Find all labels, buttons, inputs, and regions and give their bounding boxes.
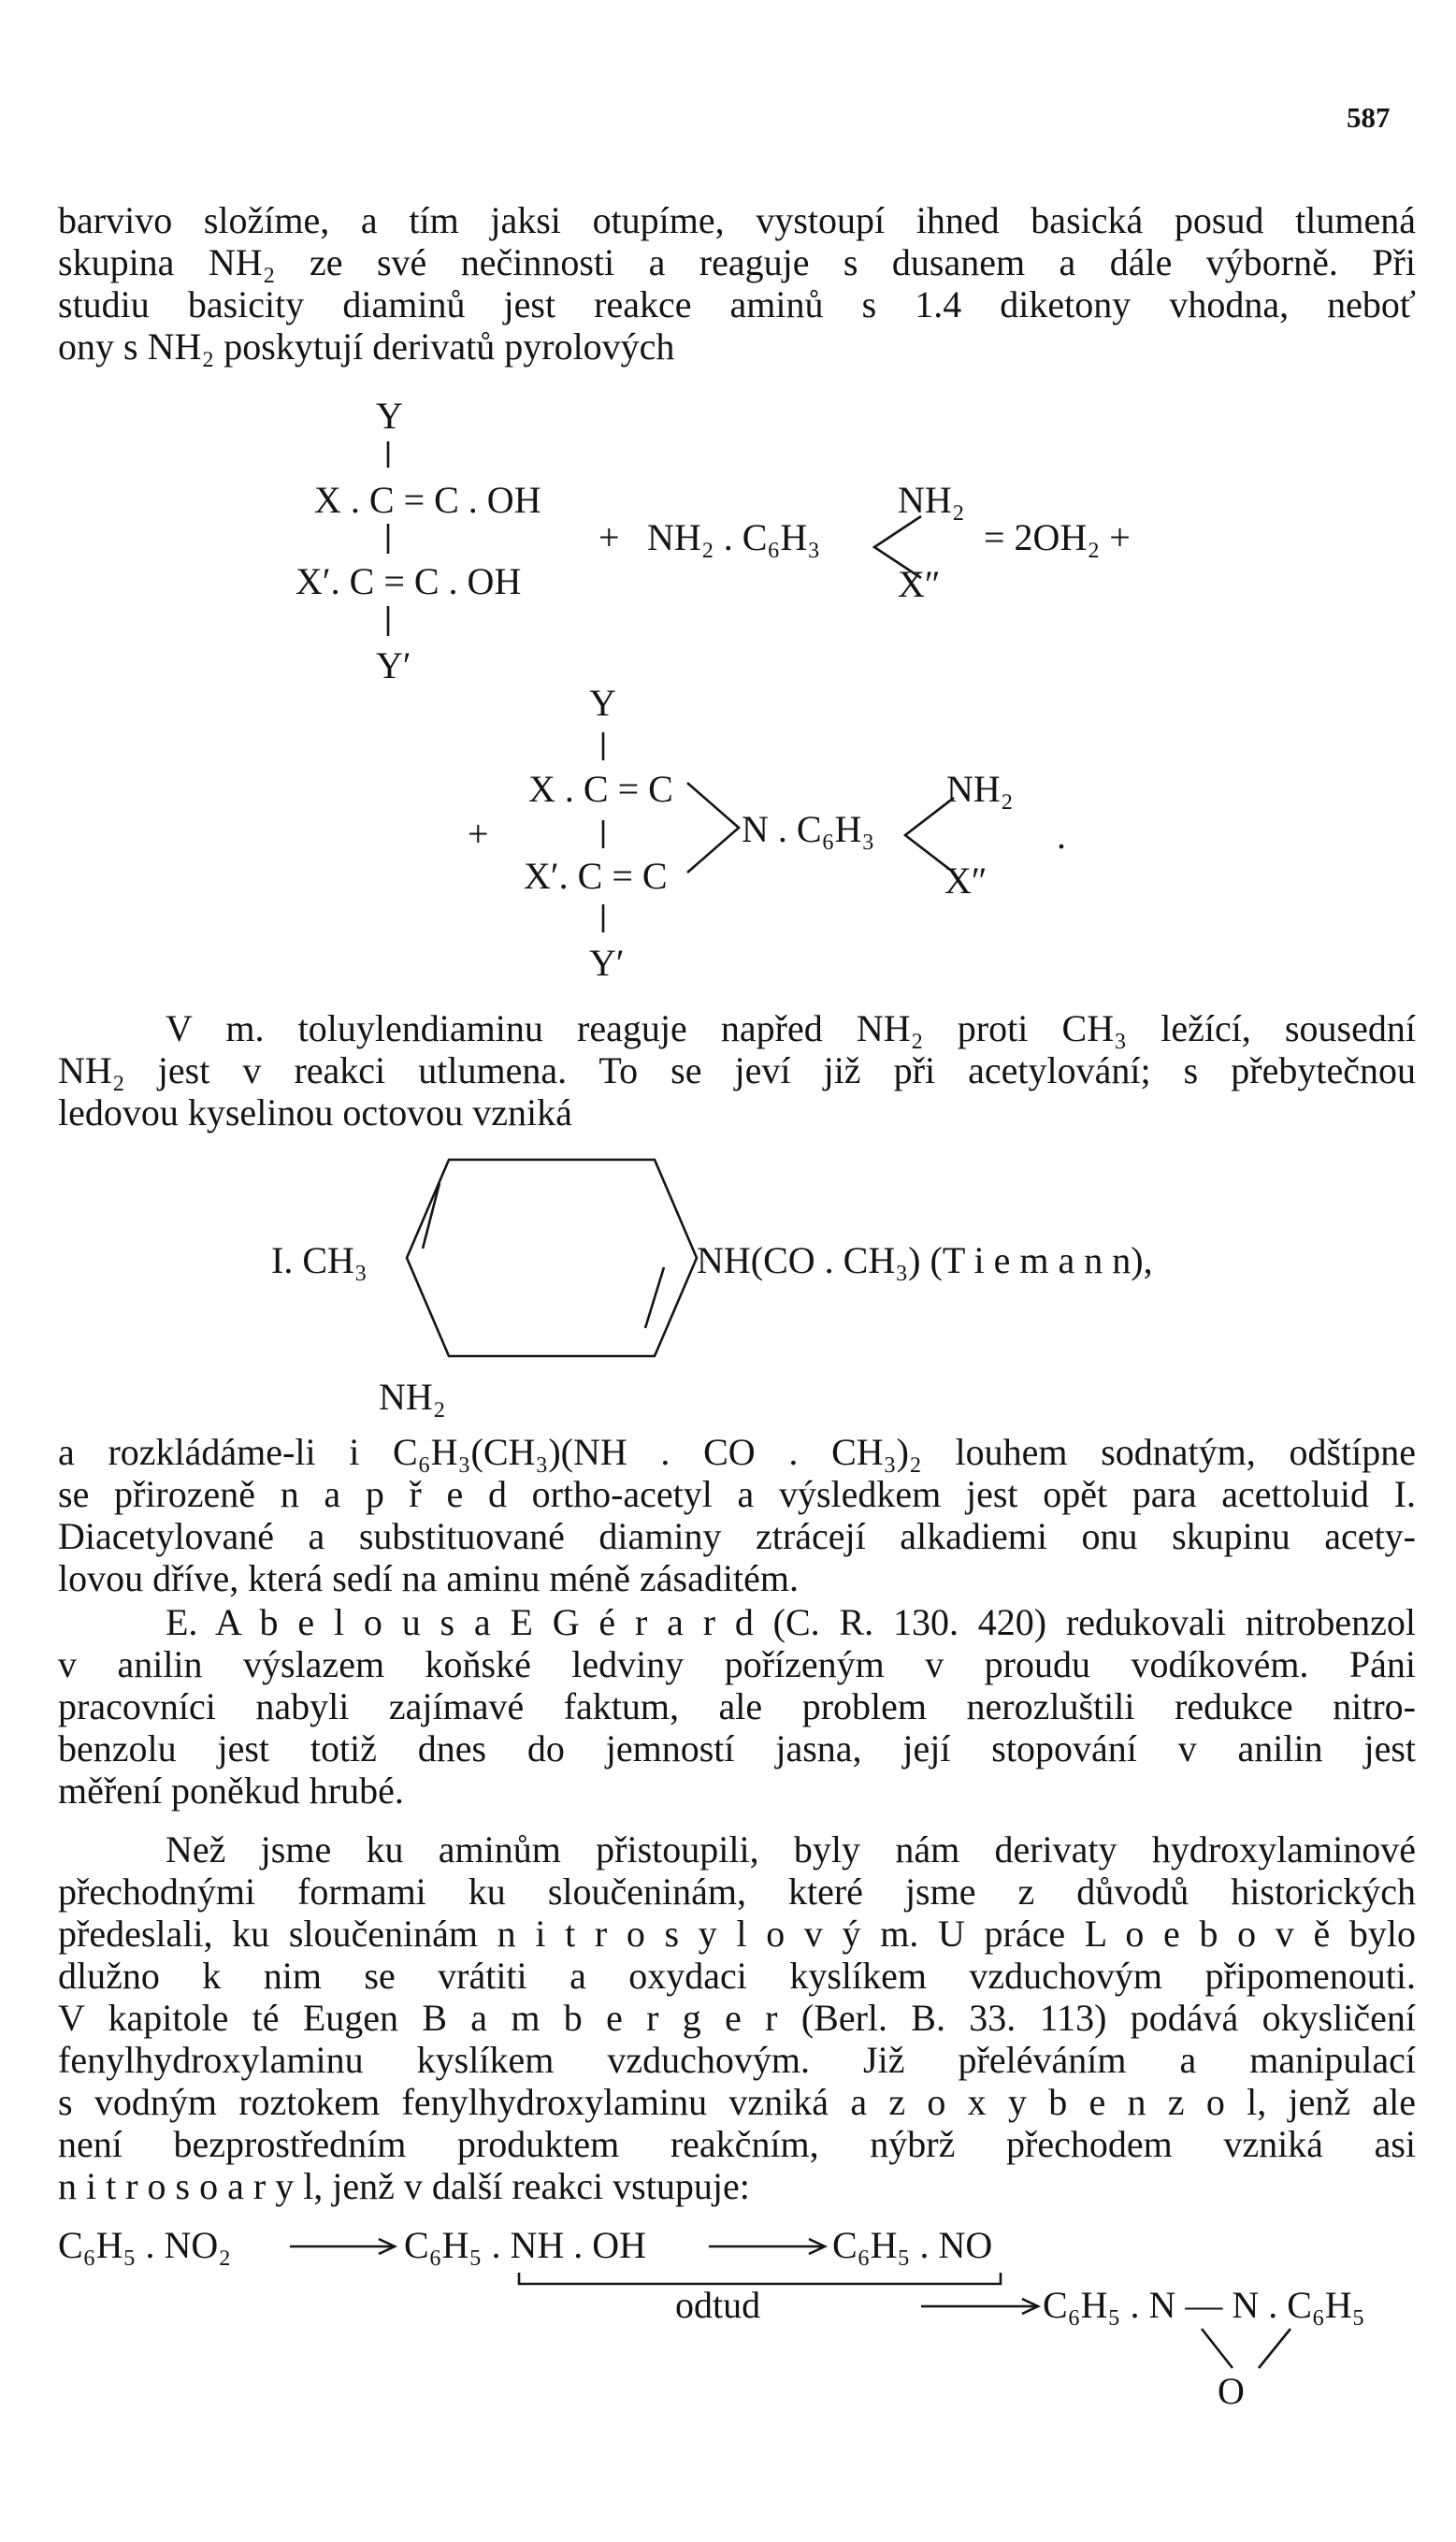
text-line: měření poněkud hrubé. bbox=[58, 1769, 404, 1812]
oxygen-atom: O bbox=[1218, 2370, 1245, 2412]
text-line: E. A b e l o u s a E G é r a r d (C. R. 130. 420) redukovali nitrobenzol bbox=[166, 1601, 1416, 1643]
pyrrole-row-1: X . C = C bbox=[528, 768, 673, 810]
text-line: předeslali, ku sloučeninám n i t r o s y l o v ý m. U práce L o e b o v ě bylo bbox=[58, 1913, 1416, 1955]
text-line: studiu basicity diaminů jest reakce aminů s 1.4 diketony vhodna, neboť bbox=[58, 283, 1416, 325]
bond-line bbox=[1259, 2329, 1290, 2368]
amino-group: NH₂ bbox=[946, 768, 1014, 810]
text-line: není bezprostředním produktem reakčním, nýbrž přechodem vzniká asi bbox=[58, 2123, 1416, 2165]
text-line: Diacetylované a substituované diaminy ztrácejí alkadiemi onu skupinu acety- bbox=[58, 1515, 1416, 1557]
ring-nitrogen: N . C₆H₃ bbox=[742, 808, 875, 850]
ring-bonds bbox=[687, 783, 739, 873]
text-line: v anilin výslazem koňské ledviny pořízeným v proudu vodíkovém. Páni bbox=[58, 1643, 1416, 1685]
text-line: skupina NH₂ ze své nečinnosti a reaguje s dusanem a dále výborně. Při bbox=[58, 241, 1416, 283]
nitrosobenzene: C₆H₅ . NO bbox=[832, 2224, 993, 2266]
odtud-label: odtud bbox=[675, 2284, 761, 2326]
plus-sign: + bbox=[468, 813, 489, 855]
dot: . bbox=[1057, 815, 1066, 857]
text-line: barvivo složíme, a tím jaksi otupíme, vystoupí ihned basická posud tlumená bbox=[58, 199, 1416, 241]
text-line: a rozkládáme-li i C₆H₃(CH₃)(NH . CO . CH₃)₂ louhem sodnatým, odštípne bbox=[58, 1431, 1416, 1473]
azoxybenzene: C₆H₅ . N — N . C₆H₅ bbox=[1043, 2284, 1365, 2326]
diketone-row-1: X . C = C . OH bbox=[314, 479, 541, 521]
acetylamino-group: NH(CO . CH₃) (T i e m a n n), bbox=[697, 1239, 1153, 1281]
text-line: n i t r o s o a r y l, jenž v další reakci vstupuje: bbox=[58, 2165, 750, 2207]
nitrobenzene: C₆H₅ . NO₂ bbox=[58, 2224, 232, 2266]
reaction-result: = 2OH₂ + bbox=[984, 516, 1131, 558]
amino-group: NH₂ bbox=[379, 1376, 446, 1418]
reduction-scheme bbox=[0, 2217, 1456, 2525]
reaction-equation-1 bbox=[0, 393, 1456, 701]
diketone-row-2: X′. C = C . OH bbox=[296, 560, 522, 602]
methyl-label: I. CH₃ bbox=[271, 1239, 368, 1281]
inner-bond bbox=[645, 1267, 664, 1328]
bond-line bbox=[1202, 2329, 1233, 2368]
reaction-equation-2 bbox=[0, 687, 1456, 991]
text-line: benzolu jest totiž dnes do jemností jasna, její stopování v anilin jest bbox=[58, 1727, 1416, 1769]
paragraph-4 bbox=[58, 1601, 1416, 1812]
amino-group: NH₂ bbox=[898, 479, 965, 521]
substituent-x2: X″ bbox=[898, 563, 941, 605]
paragraph-5 bbox=[58, 1828, 1416, 2207]
benzene-ring bbox=[407, 1160, 697, 1356]
text-line: ledovou kyselinou octovou vzniká bbox=[58, 1091, 572, 1134]
text-line: dlužno k nim se vrátiti a oxydaci kyslíkem vzduchovým připomenouti. bbox=[58, 1955, 1416, 1997]
text-line: s vodným roztokem fenylhydroxylaminu vzniká a z o x y b e n z o l, jenž ale bbox=[58, 2081, 1416, 2123]
plus-sign: + bbox=[598, 516, 620, 558]
text-line: se přirozeně n a p ř e d ortho-acetyl a výsledkem jest opět para acettoluid I. bbox=[58, 1473, 1416, 1515]
substituent-y: Y bbox=[589, 687, 616, 724]
paragraph-3 bbox=[58, 1431, 1416, 1599]
phenylhydroxylamine: C₆H₅ . NH . OH bbox=[404, 2224, 647, 2266]
paragraph-2 bbox=[58, 1007, 1416, 1134]
substituent-x2: X″ bbox=[944, 859, 987, 902]
pyrrole-row-2: X′. C = C bbox=[524, 855, 668, 897]
text-line: fenylhydroxylaminu kyslíkem vzduchovým. Již přeléváním a manipulací bbox=[58, 2039, 1416, 2081]
text-line: NH₂ jest v reakci utlumena. To se jeví již při acetylování; s přebytečnou bbox=[58, 1049, 1416, 1091]
substituent-y-prime: Y′ bbox=[376, 644, 411, 686]
text-line: V m. toluylendiaminu reaguje napřed NH₂ proti CH₃ ležící, sousední bbox=[166, 1007, 1416, 1049]
reagent-formula: NH₂ . C₆H₃ bbox=[647, 516, 821, 558]
substituent-y-prime: Y′ bbox=[589, 942, 625, 984]
text-line: přechodnými formami ku sloučeninám, které jsme z důvodů historických bbox=[58, 1870, 1416, 1913]
text-line: V kapitole té Eugen B a m b e r g e r (Berl. B. 33. 113) podává okysličení bbox=[58, 1997, 1416, 2039]
toluylene-structure bbox=[0, 1146, 1456, 1426]
text-line: ony s NH₂ poskytují derivatů pyrolových bbox=[58, 325, 675, 368]
substituent-y: Y bbox=[376, 395, 403, 437]
text-line: Než jsme ku aminům přistoupili, byly nám derivaty hydroxylaminové bbox=[166, 1828, 1416, 1870]
text-line: pracovníci nabyli zajímavé faktum, ale problem nerozluštili redukce nitro- bbox=[58, 1685, 1416, 1727]
bracket bbox=[519, 2273, 1001, 2284]
text-line: lovou dříve, která sedí na aminu méně zásaditém. bbox=[58, 1557, 799, 1599]
paragraph-1 bbox=[58, 199, 1416, 368]
page-number: 587 bbox=[1347, 101, 1391, 134]
